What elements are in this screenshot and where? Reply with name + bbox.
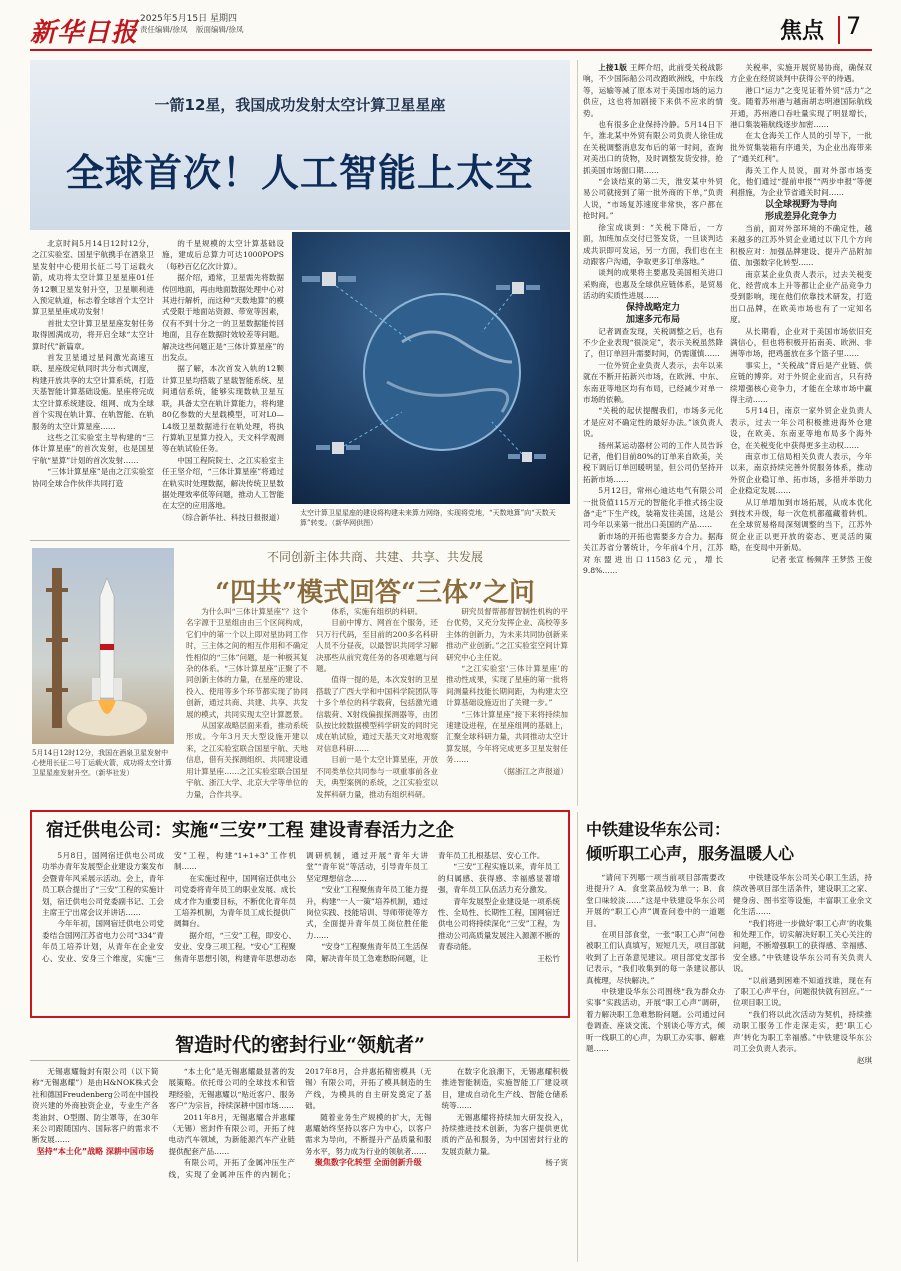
byline: 杨子寅 bbox=[545, 1158, 568, 1168]
story1-column-2 bbox=[162, 238, 284, 538]
story2-photo-caption: 5月14日12时12分，我国在酒泉卫星发射中心使用长征二号丁运载火箭，成功将太空计算卫星星座发射升空。（新华社发） bbox=[32, 749, 172, 777]
satellite-icon bbox=[508, 452, 546, 462]
story2-kicker: 不同创新主体共商、共建、共享、共发展 bbox=[266, 550, 483, 564]
satellite-photo bbox=[292, 232, 570, 504]
paragraph: 北京时间5月14日12时12分，之江实验室、国星宇航携手在酒泉卫星发射中心使用长征二号丁运载火箭，成功将太空计算卫星星座01任务12颗卫星发射升空，卫星顺利进入预定轨道，标志着全球首个太空计算卫星星座成功发射！ bbox=[32, 239, 154, 317]
editor-line-2: 版面编辑/徐凤 bbox=[196, 25, 244, 34]
paragraph: “三体计算星座”是由之江实验室协同全球合作伙伴共同打造 bbox=[32, 467, 154, 488]
editor-line-1: 责任编辑/徐凤 bbox=[140, 25, 188, 34]
paragraph: 谈判的成果将主要惠及美国相关进口采购商，也惠及全球供应链体系，是贸易活动的实质性进展…… bbox=[583, 268, 723, 301]
masthead bbox=[0, 0, 901, 58]
paragraph: “三体计算星座”接下来将持续加速建设进程，在星座组网的基础上，汇聚全球科研力量，共同推动太空计算发展，今年将完成更多卫星发射任务…… bbox=[446, 709, 568, 765]
story1-column-1 bbox=[32, 238, 154, 538]
subhead: 坚持“本土化”战略 深耕中国市场 bbox=[36, 1146, 154, 1156]
paragraph: 从长期看，企业对于美国市场依旧充满信心，但也将积极开拓南美、欧洲、非洲等市场，把鸡蛋放在多个篮子里…… bbox=[730, 326, 872, 359]
paragraph: 青年发展型企业建设是一项系统性、全局性、长期性工程，国网宿迁供电公司将持续深化“三安”工程，为推动公司高质量发展注入源源不断的青春动能。 bbox=[438, 896, 560, 952]
paragraph: “安业”工程聚焦青年员工能力提升，构建“一人一策”培养机制，通过岗位实践、技能培训、导师带徒等方式，全面提升青年员工岗位胜任能力…… bbox=[306, 885, 428, 940]
divider bbox=[30, 1060, 570, 1061]
paragraph: 为什么叫“三体计算星座”？这个名字源于卫星组由由三个区间构成，它们中的第一个以上即对星协同工作时，三主体之间的相互作用和不确定性相似的“三体”问题，是一种极其复杂的体系。“三体计算星座”正聚了不同创新主体的力量，在星座的建设、投入、使用等多个环节都实现了协同创新，通过共商、共建、共享、共发展的模式，共同实现太空计算愿景。 bbox=[186, 607, 308, 719]
story5-headline: 中铁建设华东公司： 倾听职工心声，服务温暖人心 bbox=[586, 820, 795, 863]
divider bbox=[30, 540, 570, 541]
satellite-icon bbox=[496, 282, 540, 294]
paragraph: 研究员督帮都督智制性机构的平台优势，又充分发挥企业、高校等多主体的创新力，为未来共同协创新来推动产业创新。”之江实验室空间计算研究中心主任说。 bbox=[446, 607, 568, 662]
story2-column-3 bbox=[446, 606, 568, 800]
paragraph: 从订单增加到市场拓展，从成本优化到技术升级，每一次危机都蕴藏着转机。在全球贸易格局深刻调整的当下，江苏外贸企业正以更开放的姿态、更灵活的策略，在变局中开新局。 bbox=[730, 497, 872, 553]
paragraph: 记者调查发现，关税调整之后，也有不少企业表现“很淡定”，表示关税虽然降了，但订单回升需要时间，仍需谨慎…… bbox=[583, 326, 723, 359]
paragraph: “我们将进一步做好‘职工心声’的收集和处理工作，切实解决好职工关心关注的问题，不断增强职工的获得感、幸福感、安全感。”中铁建设华东公司有关负责人说。 bbox=[733, 918, 872, 974]
section-divider bbox=[838, 16, 840, 44]
paragraph: “会谈结束的第二天，淮安某中外贸易公司就接到了第一批外商的下单，”负责人说，“市场复苏速度非常快，客户都在抢时间。” bbox=[583, 177, 723, 221]
issue-date: 2025年5月15日 星期四 bbox=[140, 14, 237, 24]
story1-photo-caption: 太空计算卫星星座的建设将构建未来算力网络，实现将党地，“天数地算”向“天数天算”转变。（新华网供图） bbox=[300, 509, 556, 527]
paragraph: 新市场的开拓也需要多方合力。据海关江苏省分署统计，今年前4个月，江苏对东盟进出口11583亿元，增长9.8%…… bbox=[583, 531, 723, 576]
paragraph: “我们将以此次活动为契机，持续推动职工服务工作走深走实，把‘职工心声’转化为职工幸福感。”中铁建设华东公司工会负责人表示。 bbox=[733, 1009, 872, 1054]
paragraph bbox=[583, 62, 723, 119]
paragraph: “之江实验室‘三体计算星座’的推动性成果，实现了星座的第一批将间测量科技能长期间距，为构建太空计算基础设施迈出了关键一步。” bbox=[446, 664, 568, 708]
paragraph: 也有很多企业保持冷静。5月14日下午，淮北某中外贸有限公司负责人徐佳成在关税调整消息发布后的第一时间，查询对美出口的货物，及时调整发货安排，抢抓美国市场窗口期…… bbox=[583, 120, 723, 175]
paragraph: 有限公司，开拓了金属冲压生产线，实现了金属冲压件的内制化；2017年8月，合并惠拓精密模具（无锡）有限公司，开拓了模具制造的生产线，为模具的自主研发奠定了基础。 bbox=[168, 1067, 432, 1179]
paragraph: 在实施过程中，国网宿迁供电公司党委将青年员工的职业发展、成长成才作为重要目标，不断优化青年员工培养机制，为青年员工成长提供广阔舞台。 bbox=[174, 873, 296, 929]
paragraph: 徐宝成谈到：“关税下降后，一方面，加班加点交付已签发货，一旦谈判达成共识即可发运，另一方面，我们也在主动跟客户沟通，争取更多订单落地。” bbox=[583, 222, 723, 266]
paragraph: 目前一是个太空计算星座，开放不同类单位共同参与一项重事前各业天，典型案例的系统，之江实验室以发挥科研力量，推动有组织科研。 bbox=[316, 755, 438, 799]
paragraph: 港口“运力”之变见证着外贸“活力”之变。随着苏州港与越南胡志明港国际航线开通，苏州港口吞吐量实现了明显增长，港口集装箱航线逐步加密…… bbox=[730, 85, 872, 130]
story6-body bbox=[32, 1066, 568, 1262]
story6-headline: 智造时代的密封行业“领航者” bbox=[175, 1034, 425, 1056]
byline: 记者 张宣 杨频萍 王梦然 王俊 bbox=[771, 554, 872, 564]
column-divider bbox=[577, 60, 578, 806]
page-number: 7 bbox=[846, 12, 862, 40]
paragraph: 在数字化浪潮下，无锡惠耀积极推进智能制造，实施智能工厂建设项目，建成自动化生产线、智能仓储系统等…… bbox=[441, 1067, 568, 1111]
story2-column-1 bbox=[186, 606, 308, 800]
paragraph: 2011年8月，无锡惠耀合并惠耀（无锡）密封件有限公司，开拓了纯电动汽车领域，为新能源汽车产业链提供配套产品…… bbox=[168, 1112, 295, 1156]
paragraph: “安身”工程聚焦青年员工生活保障，解决青年员工急难愁盼问题，让青年员工扎根基层、安心工作。 bbox=[306, 851, 545, 963]
paragraph: “关税的起伏提醒我们，市场多元化才是应对不确定性的最好办法。”该负责人说。 bbox=[583, 406, 723, 439]
paragraph: 中铁建设华东公司围绕“我为群众办实事”实践活动，开展“职工心声”调研，着力解决职工急难愁盼问题。公司通过问卷调查、座谈交流、个别谈心等方式，倾听一线职工的心声，为职工办实事、解难题…… bbox=[586, 987, 725, 1054]
paragraph: 随着业务生产规模的扩大，无锡惠耀始终坚持以客户为中心，以客户需求为导向，不断提升产品质量和服务水平，努力成为行业的领航者…… bbox=[305, 1112, 432, 1156]
paragraph: 5月8日，国网宿迁供电公司成功举办青年发展型企业建设方案发布会暨青年风采展示活动。会上，青年员工联合提出了“三安”工程的实施计划，宿迁供电公司党委副书记、工会主席王宁出席会议并讲话…… bbox=[42, 851, 164, 918]
byline: 赵琪 bbox=[856, 1055, 872, 1065]
paragraph: 首批太空计算卫星星座发射任务取得圆满成功，将开启全球“太空计算时代”新篇章。 bbox=[32, 318, 154, 351]
paragraph: 这些之江实验室主导构建的“三体计算星座”的首次发射，也是国星宇航“星算”计划的首次发射…… bbox=[32, 432, 154, 465]
paragraph: 在太仓海关工作人员的引导下，一批批外贸集装箱有序通关，为企业出海带来了“通关红利”。 bbox=[730, 131, 872, 164]
paragraph: 关税率，实施开展贸易协商，确保双方企业在经贸谈判中获得公平的待遇。 bbox=[730, 63, 872, 84]
lead-in: 上接1版 bbox=[598, 63, 628, 72]
byline: 王松竹 bbox=[537, 953, 560, 963]
rocket-icon bbox=[92, 578, 122, 700]
paragraph: 值得一提的是，本次发射的卫星搭载了广西大学和中国科学院团队等十多个单位的科学载荷，包括激光通信载荷、X射线偏振探测器等，由团队按比较数据模型科学研发的同时完成在轨试验，通过天基天文对地观察对信息科研…… bbox=[316, 675, 438, 753]
paragraph: 的千星规模的太空计算基础设施，建成后总算力可达1000POPS（每秒百亿亿次计算）。 bbox=[162, 239, 284, 271]
byline: （综合新华社、科技日报报道） bbox=[177, 512, 284, 522]
story3-column-2 bbox=[730, 62, 872, 806]
story1-kicker: 一箭12星，我国成功发射太空计算卫星星座 bbox=[154, 96, 446, 114]
paragraph: 首发卫星通过星间激光高速互联、星座级定轨同时共分布式调度，构建开放共享的太空计算系统，打造天基智能计算基础设施。星座将完成太空计算系统建设、组网、成为全球首个实现在轨计算、在轨智能、在轨服务的太空计算星座…… bbox=[32, 353, 154, 431]
section-name: 焦点 bbox=[780, 19, 825, 44]
story5-body bbox=[586, 872, 872, 1260]
paragraph: 今年年初，国网宿迁供电公司党委结合国网江苏省电力公司“334”青年员工培养计划，从青年在企业安心、安业、安身三个维度，实施“三安”工程，构建“1+1+3”工作机制…… bbox=[42, 851, 296, 963]
story2-headline: “四共”模式回答“三体”之问 bbox=[215, 578, 535, 608]
paragraph-text: 王辉介绍，此前受关税战影响，不少国际船公司改跑欧洲线，中东线等，运输等减了原本对于美国市场的运力供应，这也将加剧接下来供不应求的情势。 bbox=[583, 63, 723, 118]
paragraph: 在项目部食堂，一张“职工心声”问卷被职工们认真填写，短短几天，项目部就收到了上百条意见建议。项目部党支部书记表示，“我们收集到的每一条建议都认真梳理，尽快解决。” bbox=[586, 930, 725, 985]
paragraph: 南京某企业负责人表示，过去关税变化、经营成本上升等都让企业产品竞争力受到影响，现在他们依靠技术研发，打造出口品牌，在欧美市场也有了一定知名度。 bbox=[730, 269, 872, 325]
rocket-launch-photo bbox=[32, 548, 174, 744]
paragraph: “以前遇到困难不知道找谁，现在有了职工心声平台，问题很快就有回应。”一位项目职工说。 bbox=[733, 975, 872, 1008]
subhead: 以全球视野为导向 形成差异化竞争力 bbox=[764, 199, 837, 222]
paragraph: “本土化”是无锡惠耀最显著的发展策略。依托母公司的全球技术和管理经验，无锡惠耀以“贴近客户、服务客户”为宗旨，持续深耕中国市场…… bbox=[168, 1067, 295, 1111]
paragraph: 据了解，本次首发入轨的12颗计算卫星均搭载了星载智能系统、星间通信系统，能够实现数轨卫星互联，具备太空在轨计算能力，将构建80亿参数的大星载模型，可对L0—L4级卫星数据进行在轨处理，将执行算轨卫星算力投入，天文科学观测等在轨试验任务。 bbox=[162, 364, 284, 454]
story4-headline: 宿迁供电公司：实施“三安”工程 建设青春活力之企 bbox=[46, 820, 454, 841]
paragraph: “请问下列哪一项当前项目部需要改进提升？A．食堂菜品较为单一；B．食堂口味较淡……”这是中铁建设华东公司开展的“职工心声”调查问卷中的一道题目。 bbox=[586, 873, 725, 928]
paragraph: 扬州某运动器材公司的工作人员告诉记者，他们目前80%的订单来自欧美，关税下调后订单回暖明显，但公司仍坚持开拓新市场…… bbox=[583, 440, 723, 484]
story4-body bbox=[42, 850, 560, 1012]
story1-headline: 全球首次！人工智能上太空 bbox=[65, 151, 534, 195]
paragraph: “三安”工程实施以来，青年员工的归属感、获得感、幸福感显著增强，青年员工队伍活力充分激发。 bbox=[438, 862, 560, 895]
paragraph: 目前中博方、网首在个服务，还只万行代码，至目前的200多名科研人员不分昼夜，以最智识共同学习解决那些从前究竟任务的各项难题与问题。 bbox=[316, 618, 438, 674]
column-divider bbox=[577, 812, 578, 1262]
story-satellite-headline-block bbox=[30, 60, 570, 230]
story3-column-1 bbox=[583, 62, 723, 806]
satellite-icon bbox=[302, 272, 356, 286]
paragraph: 无锡惠耀翰封有限公司（以下简称“无锡惠耀”）是由H&NOK株式会社和德国Freudenberg公司在中国投资兴建的外商独资企业，专业生产各类油封、O型圈、防尘罩等，在30年来公司跟随国内、国际客户的需求不断发展…… bbox=[32, 1067, 159, 1145]
paragraph: 无锡惠耀将持续加大研发投入，持续推进技术创新，为客户提供更优质的产品和服务，为中国密封行业的发展贡献力量。 bbox=[441, 1112, 568, 1156]
paragraph: 中铁建设华东公司关心职工生活，持续改善项目部生活条件，建设职工之家、健身房、图书室等设施，丰富职工业余文化生活…… bbox=[733, 873, 872, 917]
paragraph: 一位外贸企业负责人表示，去年以来就在不断开拓新兴市场，在欧洲、中东、东南亚等地区均有布局，已经减少对单一市场的依赖。 bbox=[583, 360, 723, 404]
rocket-illustration bbox=[32, 548, 174, 744]
subhead: 聚焦数字化转型 全面创新升级 bbox=[314, 1158, 422, 1168]
paragraph: 体系，实施有组织的科研。 bbox=[331, 607, 423, 616]
masthead-rule bbox=[30, 49, 872, 51]
paragraph: 当前，面对外部环境的不确定性，越来越多的江苏外贸企业通过以下几个方向积极应对：加强品牌建设、提升产品附加值、加强数字化转型…… bbox=[730, 223, 872, 268]
subhead: 保持战略定力 加速多元布局 bbox=[625, 302, 680, 325]
paragraph: 中国工程院院士、之江实验室主任王坚介绍，“三体计算星座”将通过在轨实时处理数据，解决传统卫星数据处理效率低等问题，推动人工智能在太空的应用落地。 bbox=[162, 455, 284, 511]
satellite-icon bbox=[316, 442, 360, 454]
newspaper-logo: 新华日报 bbox=[30, 18, 139, 48]
paragraph: 据介绍，“三安”工程，即安心、安业、安身三项工程。“安心”工程聚焦青年思想引领，构建青年思想动态调研机制，通过开展“青年大讲堂”“青年说”等活动，引导青年员工坚定理想信念…… bbox=[174, 851, 428, 963]
byline: （据浙江之声报道） bbox=[499, 766, 568, 776]
paragraph: 南京市工信局相关负责人表示，今年以来，南京持续完善外贸服务体系，推动外贸企业稳订单、拓市场，多措并举助力企业稳定发展…… bbox=[730, 452, 872, 496]
satellite-illustration bbox=[292, 232, 570, 504]
story2-column-2 bbox=[316, 606, 438, 800]
paragraph: 5月12日，常州心迪达电气有限公司一批货值115万元的智能化手推式扬尘设备“走”下生产线，装箱发往美国，这是公司今年以来第一批出口美国的产品…… bbox=[583, 486, 723, 530]
paragraph: 据介绍，通常，卫星需先将数据传回地面，再由地面数据处理中心对其进行解析，而这种“天数地算”的模式受限于地面站资源、带宽等因素，仅有不到十分之一的卫星数据能传回地面，且存在数据时效较差等问题。解决这些问题正是“三体计算星座”的出发点。 bbox=[162, 273, 284, 363]
paragraph: 海关工作人员说，面对外部市场变化，他们通过“提前申报”“两步申报”等便利措施，为企业节省通关时间…… bbox=[730, 165, 872, 198]
paragraph: 从国家战略层面来看，推动系统形成。今年3月天大型设施开建以来，之江实验室联合国星宇航、天地信息，借有关探测组织、共同建设通用计算星座……之江实验室联合国星宇航、浙江大学、北京大学等单位的力量，合作共享。 bbox=[186, 721, 308, 799]
paragraph: 5月14日，南京一家外贸企业负责人表示，过去一年公司积极推进海外仓建设，在欧美、东南亚等地布局多个海外仓，在关税变化中获得更多主动权…… bbox=[730, 406, 872, 450]
paragraph: 事实上，“关税战”背后是产业链、供应链的博弈。对于外贸企业而言，只有持续增强核心竞争力，才能在全球市场中赢得主动…… bbox=[730, 360, 872, 404]
